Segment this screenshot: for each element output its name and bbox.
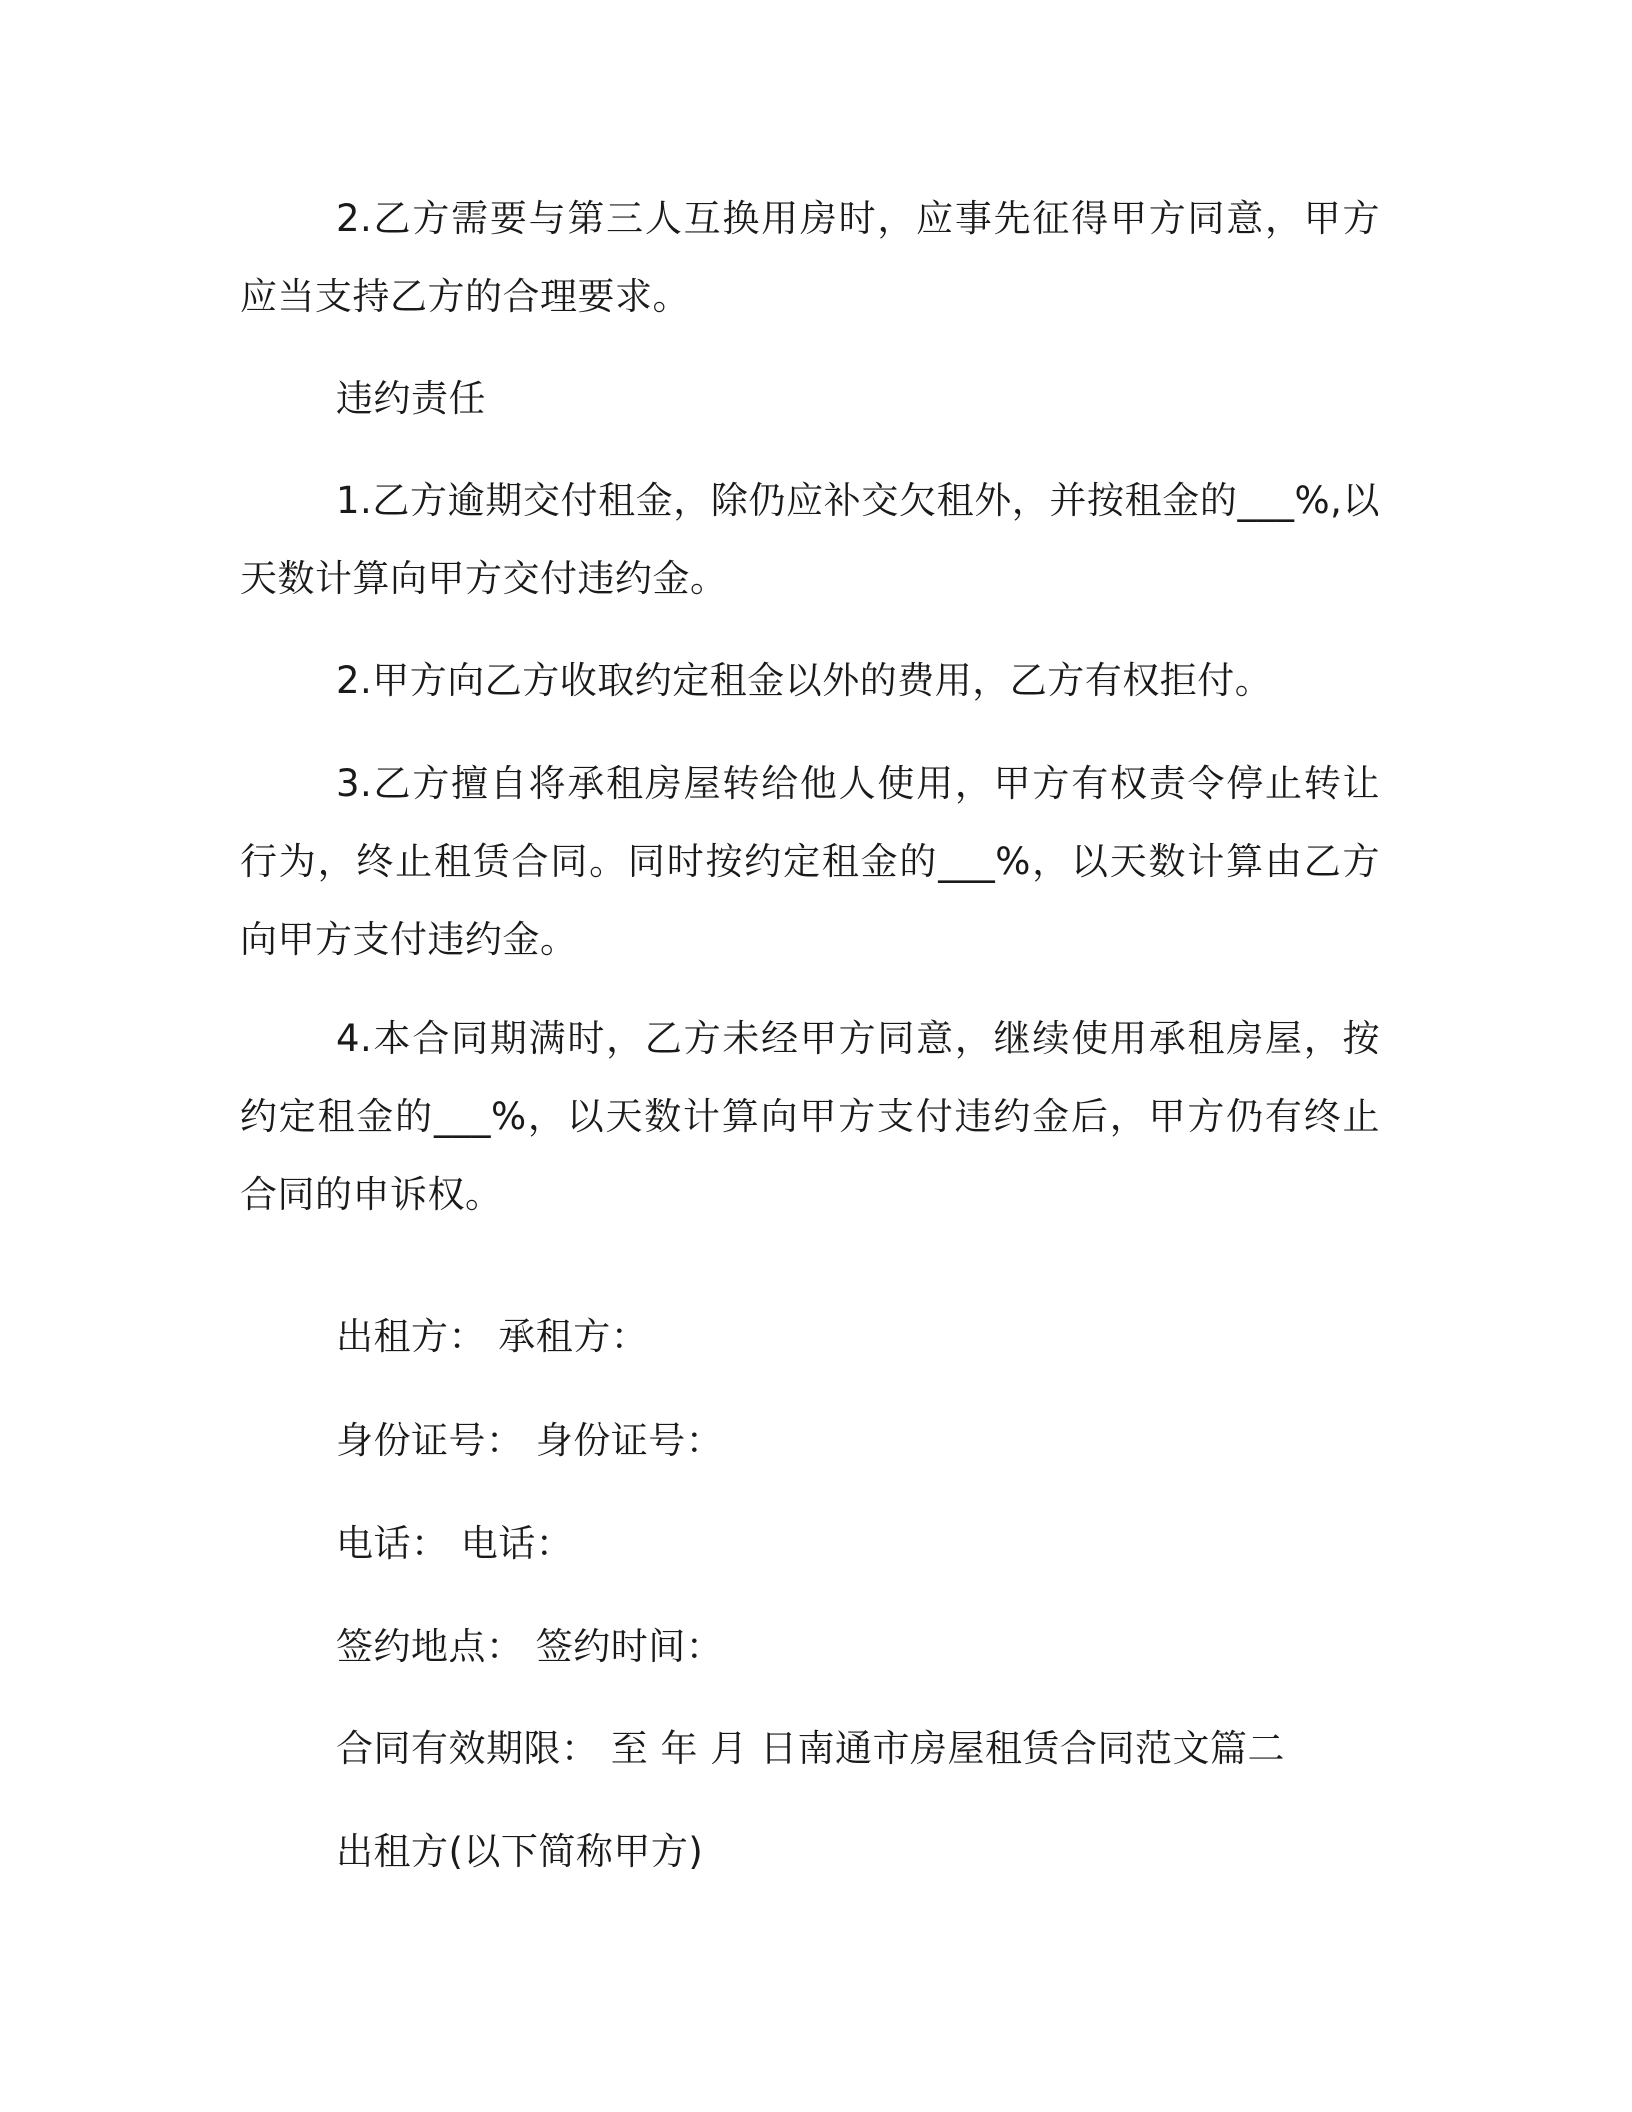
clause-overstay: 4.本合同期满时，乙方未经甲方同意，继续使用承租房屋，按约定租金的___%，以天数计算向甲方支付违约金后，甲方仍有终止合同的申诉权。 — [240, 1017, 1380, 1216]
lessor-line: 出租方(以下简称甲方) — [336, 1830, 704, 1873]
signature-phone-line: 电话： 电话： — [336, 1522, 574, 1565]
signature-parties-line: 出租方： 承租方： — [336, 1315, 649, 1358]
clause-exchange-housing: 2.乙方需要与第三人互换用房时，应事先征得甲方同意，甲方应当支持乙方的合理要求。 — [240, 197, 1380, 318]
clause-late-rent: 1.乙方逾期交付租金，除仍应补交欠租外，并按租金的___%,以天数计算向甲方交付违约金。 — [240, 479, 1380, 600]
clause-unauthorized-sublet: 3.乙方擅自将承租房屋转给他人使用，甲方有权责令停止转让行为，终止租赁合同。同时按约定租金的___%，以天数计算由乙方向甲方支付违约金。 — [240, 762, 1380, 961]
contract-validity-line: 合同有效期限： 至 年 月 日南通市房屋租赁合同范文篇二 — [336, 1727, 1286, 1770]
clause-extra-fees: 2.甲方向乙方收取约定租金以外的费用，乙方有权拒付。 — [336, 659, 1273, 702]
signature-place-time-line: 签约地点： 签约时间： — [336, 1625, 724, 1668]
signature-id-line: 身份证号： 身份证号： — [336, 1419, 724, 1462]
document-page — [240, 0, 1380, 2112]
section-heading-breach-liability: 违约责任 — [336, 377, 486, 420]
